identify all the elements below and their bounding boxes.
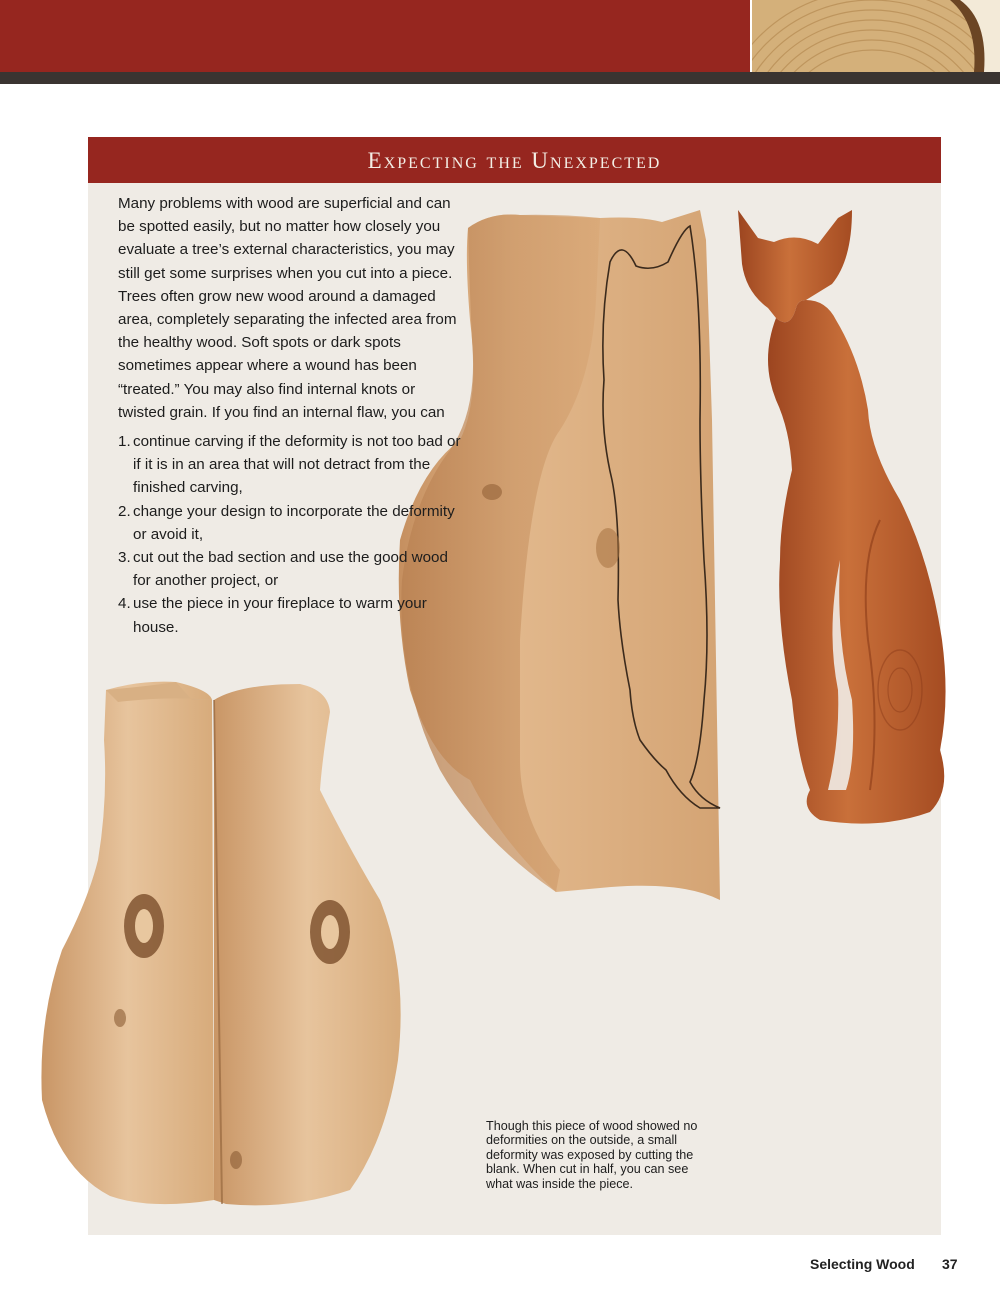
list-item-text: change your design to incorporate the deformity or avoid it, (133, 502, 455, 543)
list-item-text: use the piece in your fireplace to warm your house. (133, 595, 427, 636)
finished-cat-carving-photo (738, 210, 946, 824)
list-item-number: 1. (118, 433, 131, 451)
list-item-number: 2. (118, 502, 131, 520)
list-item (118, 500, 463, 546)
list-item (118, 546, 463, 592)
sidebar-body (118, 192, 463, 639)
list-item-number: 4. (118, 595, 131, 613)
page-number: 37 (942, 1256, 958, 1272)
list-item-number: 3. (118, 549, 131, 567)
list-item-text: cut out the bad section and use the good wood for another project, or (133, 549, 448, 590)
footer-section-title: Selecting Wood (810, 1256, 915, 1272)
photo-caption: Though this piece of wood showed no deformities on the outside, a small deformity was exposed by cutting the blank. When cut in half, you can see what was inside the piece. (486, 1119, 698, 1191)
sidebar-title: Expecting the Unexpected (88, 137, 941, 183)
list-item (118, 592, 463, 638)
options-list (118, 430, 463, 639)
list-item (118, 430, 463, 500)
sidebar-intro-paragraph: Many problems with wood are superficial and can be spotted easily, but no matter how closely you evaluate a tree’s external characteristics, you may still get some surprises when you cut into a piece. Trees often grow new wood around a damaged area, completely separating the infected area from the healthy wood. Soft spots or dark spots sometimes appear where a wound has been “treated.” You may also find internal knots or twisted grain. If you find an internal flaw, you can (118, 195, 457, 421)
list-item-text: continue carving if the deformity is not too bad or if it is in an area that will not detract from the finished carving, (133, 433, 461, 497)
cut-blank-halves-photo (41, 682, 400, 1206)
